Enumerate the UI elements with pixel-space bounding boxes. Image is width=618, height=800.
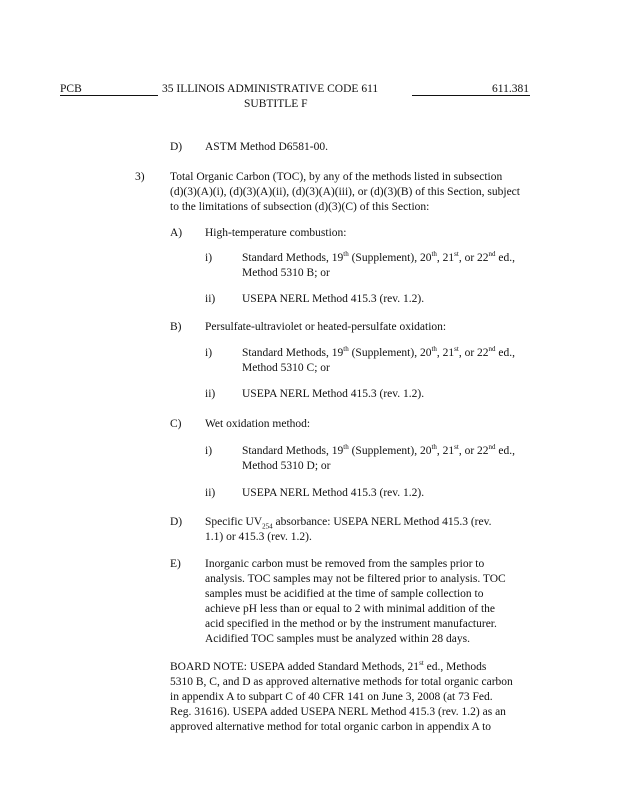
item-b-i-line-1: Standard Methods, 19th (Supplement), 20th, 21st, or 22nd ed.,: [242, 345, 516, 359]
board-note-line-2: 5310 B, C, and D as approved alternative methods for total organic carbon: [170, 676, 513, 688]
item-e-line-5: acid specified in the method or by the instrument manufacturer.: [205, 618, 497, 630]
item-c-ii-label: ii): [205, 487, 216, 499]
item-a-title: High-temperature combustion:: [205, 227, 347, 239]
item-c-label: C): [170, 418, 182, 430]
item-e-line-2: analysis. TOC samples may not be filtered prior to analysis. TOC: [205, 573, 506, 585]
item-3-line-1: Total Organic Carbon (TOC), by any of the methods listed in subsection: [170, 171, 503, 183]
item-c-i-line-1: Standard Methods, 19th (Supplement), 20th, 21st, or 22nd ed.,: [242, 443, 516, 457]
item-3-label: 3): [135, 171, 145, 183]
header-left: PCB: [60, 83, 82, 95]
item-d-line-1: Specific $UV_{254}$ absorbance: USEPA NERL Method 415.3 (rev.: [205, 516, 492, 531]
header-title: 35 ILLINOIS ADMINISTRATIVE CODE 611: [162, 83, 379, 95]
item-b-label: B): [170, 321, 182, 333]
header-rule-right: [412, 95, 530, 96]
item-b-ii-text: USEPA NERL Method 415.3 (rev. 1.2).: [242, 388, 425, 400]
item-c-ii-text: USEPA NERL Method 415.3 (rev. 1.2).: [242, 487, 425, 499]
item-c-title: Wet oxidation method:: [205, 418, 311, 430]
board-note-line-5: approved alternative method for total organic carbon in appendix A to: [170, 721, 492, 733]
item-e-label: E): [170, 558, 181, 570]
board-note-line-3: in appendix A to subpart C of 40 CFR 141 on June 3, 2008 (at 73 Fed.: [170, 691, 493, 703]
header-subtitle: SUBTITLE F: [244, 98, 308, 110]
item-e-line-6: Acidified TOC samples must be analyzed within 28 days.: [205, 633, 470, 645]
item-b-title: Persulfate-ultraviolet or heated-persulfate oxidation:: [205, 321, 447, 333]
item-e-line-4: achieve pH less than or equal to 2 with minimal addition of the: [205, 603, 495, 615]
board-note-line-4: Reg. 31616). USEPA added USEPA NERL Method 415.3 (rev. 1.2) as an: [170, 706, 506, 718]
item-b-i-line-2: Method 5310 C; or: [242, 362, 330, 374]
item-a-ii-text: USEPA NERL Method 415.3 (rev. 1.2).: [242, 293, 425, 305]
item-a-i-label: i): [205, 252, 213, 264]
item-a-ii-label: ii): [205, 293, 216, 305]
item-b-ii-label: ii): [205, 388, 216, 400]
item-c-i-label: i): [205, 445, 213, 457]
item-d-top-label: D): [170, 141, 183, 153]
board-note-line-1: BOARD NOTE: USEPA added Standard Methods, 21st ed., Methods: [170, 659, 487, 673]
item-a-label: A): [170, 227, 183, 239]
item-3-line-3: to the limitations of subsection (d)(3)(C) of this Section:: [170, 201, 430, 213]
header-section-number: 611.381: [492, 83, 529, 95]
item-d-label: D): [170, 516, 183, 528]
item-e-line-3: samples must be acidified at the time of sample collection to: [205, 588, 484, 600]
item-e-line-1: Inorganic carbon must be removed from the samples prior to: [205, 558, 485, 570]
item-3-line-2: (d)(3)(A)(i), (d)(3)(A)(ii), (d)(3)(A)(iii), or (d)(3)(B) of this Section, subject: [170, 186, 520, 198]
item-c-i-line-2: Method 5310 D; or: [242, 460, 331, 472]
item-d-top-text: ASTM Method D6581-00.: [205, 141, 328, 153]
item-d-line-2: 1.1) or 415.3 (rev. 1.2).: [205, 531, 312, 543]
item-a-i-line-2: Method 5310 B; or: [242, 267, 330, 279]
header-rule-left: [60, 95, 158, 96]
item-b-i-label: i): [205, 347, 213, 359]
item-a-i-line-1: Standard Methods, 19th (Supplement), 20th, 21st, or 22nd ed.,: [242, 250, 516, 264]
